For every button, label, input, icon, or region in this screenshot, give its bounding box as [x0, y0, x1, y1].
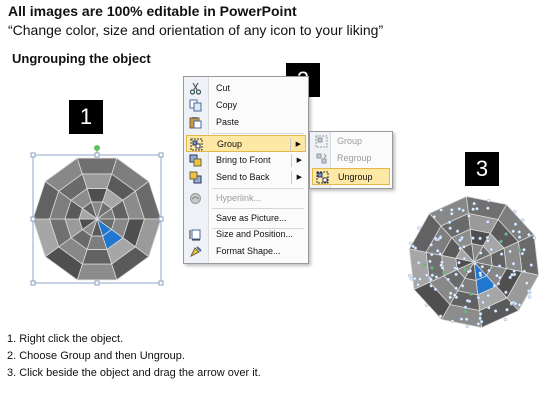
shape-handle-dot	[443, 271, 446, 274]
shape-handle-dot	[435, 276, 438, 279]
shape-handle-dot	[523, 248, 526, 251]
regroup-icon	[315, 152, 328, 165]
shape-handle-dot	[514, 223, 517, 226]
shape-handle-dot	[451, 320, 454, 323]
shape-handle-dot	[466, 299, 469, 302]
shape-handle-dot	[465, 318, 468, 321]
shape-handle-dot	[482, 301, 485, 304]
shape-handle-dot	[512, 262, 515, 265]
context-menu	[183, 76, 309, 264]
shape-handle-dot	[466, 325, 469, 328]
shape-handle-dot	[412, 245, 415, 248]
shape-handle-dot	[498, 265, 501, 268]
shape-handle-dot	[439, 236, 442, 239]
shape-handle-dot	[499, 276, 502, 279]
menu-item-label: Bring to Front	[216, 155, 271, 165]
menu-item-label: Copy	[216, 100, 238, 110]
shape-handle-dot	[430, 266, 433, 269]
shape-handle-dot	[449, 296, 452, 299]
menu-item-label: Hyperlink...	[216, 193, 262, 203]
shape-handle-dot	[459, 239, 462, 242]
shape-handle-dot	[504, 318, 507, 321]
shape-handle-dot	[467, 215, 470, 218]
menu-item-save-as-picture[interactable]	[186, 210, 306, 227]
shape-handle-dot	[506, 308, 509, 311]
shape-handle-dot	[456, 230, 459, 233]
shape-handle-dot	[486, 236, 489, 239]
step-item: 1. Right click the object.	[7, 333, 124, 345]
shape-handle-dot	[509, 276, 512, 279]
shape-handle-dot	[487, 294, 490, 297]
shape-handle-dot	[505, 233, 508, 236]
shape-handle-dot	[488, 269, 491, 272]
paste-icon	[189, 116, 202, 129]
shape-handle-dot	[472, 237, 475, 240]
shape-handle-dot	[497, 282, 500, 285]
step-badge-1: 1	[69, 100, 103, 134]
shape-handle-dot	[512, 230, 515, 233]
shape-handle-dot	[417, 283, 420, 286]
shape-handle-dot	[449, 292, 452, 295]
decagon-shape	[33, 158, 161, 280]
submenu-item-label: Group	[337, 136, 363, 146]
shape-handle-dot	[533, 236, 536, 239]
shape-handle-dot	[487, 306, 490, 309]
shape-handle-dot	[481, 265, 484, 268]
instruction-steps	[7, 331, 261, 382]
shape-handle-dot	[511, 273, 514, 276]
shape-handle-dot	[410, 277, 413, 280]
shape-handle-dot	[408, 274, 411, 277]
shape-handle-dot	[486, 207, 489, 210]
step-item: 3. Click beside the object and drag the arrow over it.	[7, 367, 261, 379]
shape-handle-dot	[460, 318, 463, 321]
shape-handle-dot	[527, 289, 530, 292]
shape-handle-dot	[504, 291, 507, 294]
shape-handle-dot	[480, 320, 483, 323]
submenu-item-group[interactable]	[312, 133, 390, 150]
shape-handle-dot	[494, 310, 497, 313]
copy-icon	[189, 99, 202, 112]
group-icon	[190, 138, 203, 151]
format-shape-icon	[189, 245, 202, 258]
shape-handle-dot	[525, 282, 528, 285]
resize-handle[interactable]	[159, 153, 163, 157]
shape-handle-dot	[440, 264, 443, 267]
shape-handle-dot	[461, 236, 464, 239]
submenu-item-label: Ungroup	[338, 172, 373, 182]
shape-handle-dot	[456, 267, 459, 270]
resize-handle[interactable]	[31, 217, 35, 221]
shape-handle-dot	[431, 274, 434, 277]
shape-handle-dot	[434, 288, 437, 291]
shape-handle-dot	[479, 252, 482, 255]
shape-handle-dot	[450, 212, 453, 215]
shape-handle-dot	[490, 248, 493, 251]
group-icon	[315, 135, 328, 148]
shape-handle-dot	[458, 207, 461, 210]
menu-item-paste[interactable]	[186, 114, 306, 131]
shape-handle-dot	[513, 210, 516, 213]
hyperlink-icon	[189, 192, 202, 205]
submenu-arrow-icon: ▶	[295, 141, 301, 148]
menu-item-group[interactable]	[186, 135, 306, 152]
shape-handle-dot	[476, 207, 479, 210]
menu-item-label: Format Shape...	[216, 246, 281, 256]
shape-handle-dot	[479, 237, 482, 240]
shape-handle-dot	[479, 312, 482, 315]
shape-handle-dot	[448, 221, 451, 224]
resize-handle[interactable]	[31, 281, 35, 285]
shape-handle-dot	[425, 304, 428, 307]
shape-handle-dot	[462, 209, 465, 212]
shape-handle-dot	[430, 243, 433, 246]
submenu-item-ungroup[interactable]	[312, 168, 390, 185]
shape-handle-dot	[430, 253, 433, 256]
shape-handle-dot	[463, 245, 466, 248]
shape-handle-dot	[413, 277, 416, 280]
rotation-handle[interactable]	[94, 145, 100, 151]
page-title: All images are 100% editable in PowerPoint	[8, 3, 297, 19]
shape-handle-dot	[528, 296, 531, 299]
shape-handle-dot	[425, 274, 428, 277]
bring-to-front-icon	[189, 154, 202, 167]
shape-handle-dot	[449, 227, 452, 230]
menu-item-label: Save as Picture...	[216, 213, 287, 223]
shape-handle-dot	[429, 260, 432, 263]
decagon-object-ungrouped[interactable]	[400, 186, 548, 334]
shape-handle-dot	[510, 302, 513, 305]
menu-item-label: Group	[217, 139, 243, 149]
shape-handle-dot	[521, 252, 524, 255]
resize-handle[interactable]	[95, 153, 99, 157]
shape-handle-dot	[495, 274, 498, 277]
resize-handle[interactable]	[159, 217, 163, 221]
shape-handle-dot	[509, 250, 512, 253]
shape-handle-dot	[417, 261, 420, 264]
menu-item-label: Size and Position...	[216, 229, 294, 239]
shape-handle-dot	[458, 261, 461, 264]
page-subtitle: “Change color, size and orientation of any icon to your liking”	[8, 22, 384, 38]
shape-handle-dot	[434, 237, 437, 240]
shape-handle-dot	[518, 303, 521, 306]
shape-handle-dot	[455, 287, 458, 290]
shape-handle-dot	[461, 284, 464, 287]
shape-handle-dot	[439, 315, 442, 318]
shape-handle-dot	[477, 322, 480, 325]
menu-item-size-and-position[interactable]	[186, 226, 306, 243]
shape-handle-dot	[470, 293, 473, 296]
shape-handle-dot	[479, 317, 482, 320]
decagon-object-selected[interactable]	[28, 142, 166, 290]
shape-handle-dot	[447, 278, 450, 281]
menu-item-send-to-back[interactable]	[186, 169, 306, 186]
shape-handle-dot	[479, 272, 482, 275]
scissors-icon	[189, 82, 202, 95]
shape-handle-dot	[521, 219, 524, 222]
shape-handle-dot	[486, 240, 489, 243]
shape-handle-dot	[464, 310, 467, 313]
shape-handle-dot	[453, 294, 456, 297]
resize-handle[interactable]	[95, 281, 99, 285]
shape-handle-dot	[518, 236, 521, 239]
shape-handle-dot	[430, 284, 433, 287]
shape-handle-dot	[418, 278, 421, 281]
menu-item-label: Send to Back	[216, 172, 270, 182]
shape-handle-dot	[439, 253, 442, 256]
shape-handle-dot	[433, 215, 436, 218]
step-badge-3: 3	[465, 152, 499, 186]
menu-item-format-shape[interactable]	[186, 243, 306, 260]
shape-handle-dot	[417, 226, 420, 229]
shape-handle-dot	[459, 247, 462, 250]
menu-item-hyperlink[interactable]	[186, 190, 306, 207]
step-item: 2. Choose Group and then Ungroup.	[7, 350, 185, 362]
shape-handle-dot	[477, 296, 480, 299]
shape-handle-dot	[455, 273, 458, 276]
submenu-arrow-icon: ▶	[296, 174, 302, 181]
submenu-item-regroup[interactable]	[312, 150, 390, 167]
shape-handle-dot	[440, 209, 443, 212]
menu-item-cut[interactable]	[186, 80, 306, 97]
ungroup-icon	[316, 171, 329, 184]
shape-handle-dot	[513, 270, 516, 273]
shape-handle-dot	[493, 284, 496, 287]
shape-handle-dot	[523, 270, 526, 273]
shape-handle-dot	[518, 249, 521, 252]
shape-handle-dot	[409, 242, 412, 245]
shape-handle-dot	[500, 240, 503, 243]
shape-handle-dot	[530, 264, 533, 267]
shape-handle-dot	[436, 249, 439, 252]
send-to-back-icon	[189, 171, 202, 184]
menu-item-bring-to-front[interactable]	[186, 152, 306, 169]
resize-handle[interactable]	[31, 153, 35, 157]
submenu-item-label: Regroup	[337, 153, 372, 163]
shape-handle-dot	[500, 253, 503, 256]
resize-handle[interactable]	[159, 281, 163, 285]
shape-handle-dot	[463, 268, 466, 271]
shape-handle-dot	[441, 261, 444, 264]
shape-handle-dot	[487, 199, 490, 202]
shape-handle-dot	[518, 230, 521, 233]
shape-handle-dot	[473, 202, 476, 205]
menu-item-label: Paste	[216, 117, 240, 127]
shape-handle-dot	[472, 208, 475, 211]
group-submenu	[309, 131, 393, 189]
shape-handle-dot	[474, 262, 477, 265]
menu-item-label: Cut	[216, 83, 231, 93]
shape-handle-dot	[423, 264, 426, 267]
shape-handle-dot	[467, 270, 470, 273]
section-heading: Ungrouping the object	[12, 51, 151, 66]
shape-handle-dot	[527, 233, 530, 236]
menu-item-copy[interactable]	[186, 97, 306, 114]
shape-handle-dot	[430, 278, 433, 281]
shape-handle-dot	[464, 306, 467, 309]
size-position-icon	[189, 228, 202, 241]
submenu-arrow-icon: ▶	[296, 157, 302, 164]
shape-handle-dot	[486, 220, 489, 223]
shape-handle-dot	[450, 208, 453, 211]
shape-handle-dot	[463, 257, 466, 260]
